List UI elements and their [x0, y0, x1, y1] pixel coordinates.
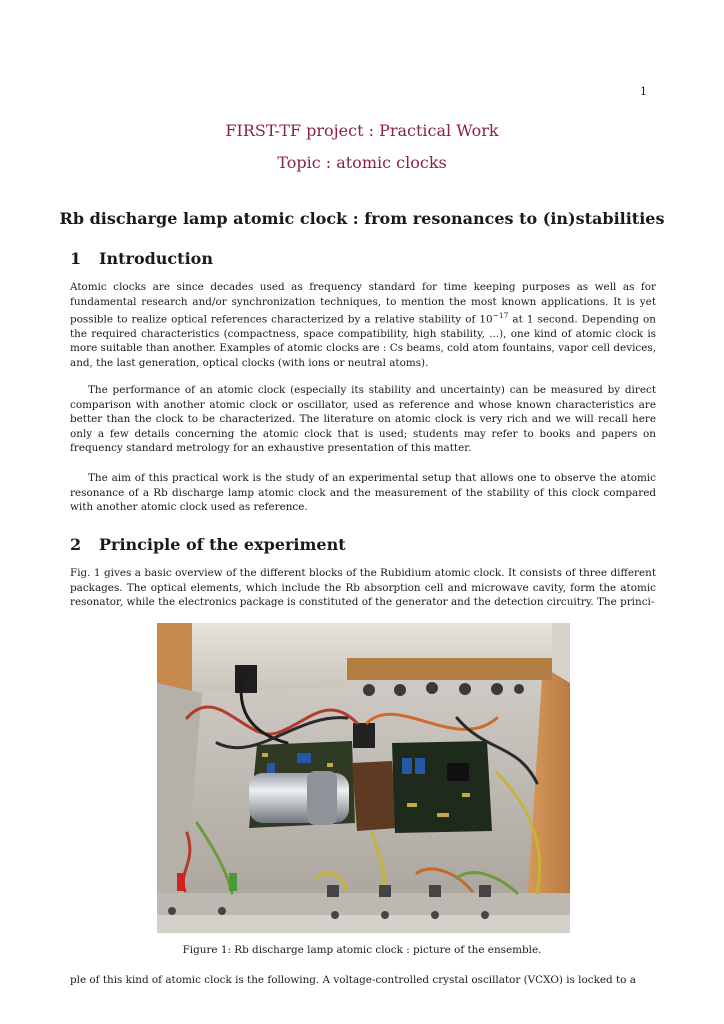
paragraph: The performance of an atomic clock (especially its stability and uncertainty) can be measured by direct comparison with another atomic clock or oscillator, used as reference and whose known characteristics are better than the clock to be characterized. The literature on atomic clock is very rich and we will recall here only a few details concerning the atomic clock that is used; students may refer to books and papers on frequency standard metrology for an exhaustive presentation of this matter. — [70, 384, 656, 454]
project-header: FIRST-TF project : Practical Work — [225, 121, 499, 140]
section-title: Principle of the experiment — [99, 535, 346, 554]
section-heading-introduction — [70, 249, 213, 268]
figure-photo — [157, 623, 570, 933]
paragraph — [70, 280, 656, 370]
paragraph: The aim of this practical work is the study of an experimental setup that allows one to observe the atomic resonance of a Rb discharge lamp atomic clock and the measurement of the stability of this clock compared with another atomic clock used as reference. — [70, 472, 656, 513]
exponent: −17 — [492, 311, 509, 320]
section-number: 1 — [70, 249, 82, 268]
clock-photo-illustration — [157, 623, 570, 933]
paragraph-text: at 1 second. Depending on the required characteristics (compactness, space compatibility, high stability, ...), one kind of atomic clock is more suitable than another. Examples of atomic clocks are : Cs beams, cold atom fountains, vapor cell devices, and, the last generation, optical clocks (with ions or neutral atoms). — [70, 313, 657, 369]
topic-header: Topic : atomic clocks — [277, 153, 447, 172]
section-number: 2 — [70, 535, 82, 554]
paragraph: Fig. 1 gives a basic overview of the different blocks of the Rubidium atomic clock. It consists of three different packages. The optical elements, which include the Rb absorption cell and microwave cavity, form the atomic resonator, while the electronics package is constituted of the generator and the detection circuitry. The princi- — [70, 567, 656, 608]
page-number: 1 — [640, 85, 647, 98]
paragraph-text: Atomic clocks are since decades used as frequency standard for time keeping purposes as well as for fundamental research and/or synchronization techniques, to mention the most known applications. It is yet possible to realize optical references characterized by a relative stability of 10 — [70, 281, 656, 326]
figure-caption: Figure 1: Rb discharge lamp atomic clock : picture of the ensemble. — [182, 944, 542, 956]
continuation-text: ple of this kind of atomic clock is the following. A voltage-controlled crystal oscillator (VCXO) is locked to a — [70, 974, 636, 986]
section-title: Introduction — [99, 249, 213, 268]
paper-title: Rb discharge lamp atomic clock : from resonances to (in)stabilities — [59, 209, 665, 228]
section-heading-principle — [70, 535, 346, 554]
